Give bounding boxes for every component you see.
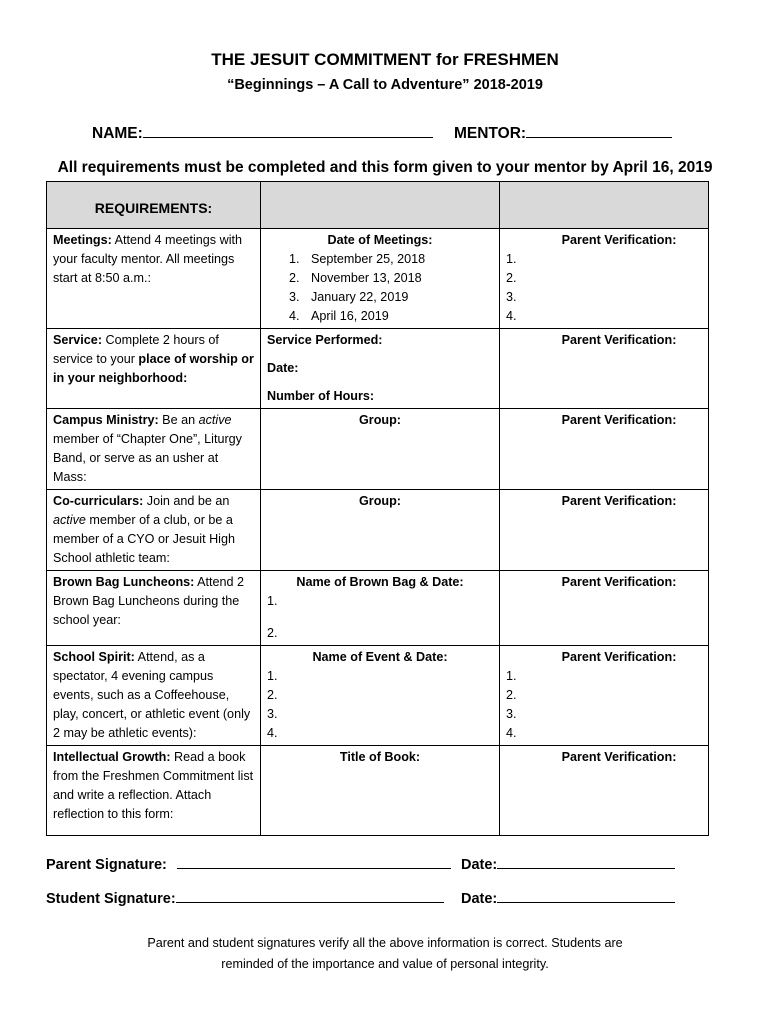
table-row-meetings — [47, 229, 709, 329]
footer-line-2: reminded of the importance and value of personal integrity. — [221, 957, 549, 971]
verification-number: 4. — [506, 726, 517, 740]
brownbag-title: Brown Bag Luncheons: — [53, 575, 195, 589]
cocurricular-verification-cell[interactable] — [500, 490, 709, 571]
intellectual-requirement: Intellectual Growth: Read a book from the Freshmen Commitment list and write a reflection. Attach reflection to this form: — [47, 746, 261, 836]
campus-ministry-requirement: Campus Ministry: Be an active member of “Chapter One”, Liturgy Band, or serve as an usher at Mass: — [47, 409, 261, 490]
verification-number: 3. — [506, 290, 517, 304]
list-item: 4. — [267, 726, 278, 740]
campus-title: Campus Ministry: — [53, 413, 159, 427]
verification-number: 3. — [506, 707, 517, 721]
service-requirement — [47, 329, 261, 409]
student-signature-line[interactable] — [176, 887, 444, 903]
service-performed-label: Service Performed: — [267, 333, 383, 347]
meetings-verification-numbers — [506, 250, 702, 326]
table-row-intellectual-growth — [47, 746, 709, 836]
student-date-line[interactable] — [497, 887, 675, 903]
parent-signature-field[interactable] — [46, 853, 451, 873]
list-item: 2. — [267, 626, 278, 640]
meetings-requirement — [47, 229, 261, 329]
mentor-label: MENTOR: — [454, 125, 527, 142]
parent-date-field[interactable] — [461, 853, 675, 873]
header-cell-blank-2 — [500, 182, 709, 229]
service-date-label: Date: — [267, 361, 299, 375]
header-cell-blank — [261, 182, 500, 229]
verification-number: 2. — [506, 271, 517, 285]
campus-verification-cell[interactable] — [500, 409, 709, 490]
list-item: 2. November 13, 2018 — [289, 271, 422, 285]
table-header-row — [47, 182, 709, 229]
table-row-brown-bag — [47, 571, 709, 646]
intellectual-title: Intellectual Growth: — [53, 750, 171, 764]
requirements-table — [46, 181, 709, 836]
verification-number: 1. — [506, 252, 517, 266]
list-item: 4. April 16, 2019 — [289, 309, 389, 323]
parent-signature-label: Parent Signature: — [46, 857, 167, 873]
list-item: 1. — [267, 594, 278, 608]
school-spirit-verification-cell[interactable] — [500, 646, 709, 746]
verification-number: 4. — [506, 309, 517, 323]
brown-bag-verification-cell[interactable] — [500, 571, 709, 646]
verification-number: 2. — [506, 688, 517, 702]
book-title-label: Title of Book: — [339, 750, 421, 764]
name-field[interactable] — [92, 122, 433, 143]
table-row-school-spirit — [47, 646, 709, 746]
name-label: NAME: — [92, 125, 143, 142]
page-title: THE JESUIT COMMITMENT for FRESHMEN — [211, 50, 559, 69]
list-item: 3. — [267, 707, 278, 721]
parent-verification-label: Parent Verification: — [561, 650, 677, 664]
parent-date-label: Date: — [461, 857, 498, 873]
cocurriculars-requirement: Co-curriculars: Join and be an active member of a club, or be a member of a CYO or Jesuit High School athletic team: — [47, 490, 261, 571]
parent-verification-label: Parent Verification: — [561, 233, 677, 247]
book-title-cell[interactable] — [261, 746, 500, 836]
list-item: 2. — [267, 688, 278, 702]
parent-verification-label: Parent Verification: — [561, 750, 677, 764]
name-line[interactable] — [143, 122, 433, 138]
list-item: 3. January 22, 2019 — [289, 290, 409, 304]
brown-bag-requirement: Brown Bag Luncheons: Attend 2 Brown Bag Luncheons during the school year: — [47, 571, 261, 646]
list-item: 1. — [267, 669, 278, 683]
student-date-field[interactable] — [461, 887, 675, 907]
table-row-campus-ministry — [47, 409, 709, 490]
student-signature-label: Student Signature: — [46, 891, 176, 907]
school-spirit-cell[interactable] — [261, 646, 500, 746]
cocurricular-title: Co-curriculars: — [53, 494, 144, 508]
service-text: Complete 2 hours of service to your — [53, 333, 219, 366]
meetings-text: Attend 4 meetings with your faculty mentor. All meetings start at 8:50 a.m.: — [53, 233, 242, 285]
brown-bag-cell[interactable] — [261, 571, 500, 646]
list-item: 1. September 25, 2018 — [289, 252, 426, 266]
intellectual-verification-cell[interactable] — [500, 746, 709, 836]
parent-verification-label: Parent Verification: — [561, 413, 677, 427]
campus-group-cell[interactable] — [261, 409, 500, 490]
campus-group-label: Group: — [359, 413, 401, 427]
mentor-field[interactable] — [454, 122, 672, 143]
mentor-line[interactable] — [526, 122, 672, 138]
spirit-label: Name of Event & Date: — [312, 650, 448, 664]
service-details-cell[interactable] — [261, 329, 500, 409]
spirit-title: School Spirit: — [53, 650, 135, 664]
student-signature-field[interactable] — [46, 887, 444, 907]
requirements-header: REQUIREMENTS: — [94, 200, 213, 216]
parent-date-line[interactable] — [497, 853, 675, 869]
meetings-dates-list — [267, 250, 493, 326]
student-date-label: Date: — [461, 891, 498, 907]
service-bold-text: place of worship or in your neighborhood: — [53, 352, 254, 385]
brownbag-label: Name of Brown Bag & Date: — [296, 575, 464, 589]
verification-number: 1. — [506, 669, 517, 683]
meetings-dates-title: Date of Meetings: — [327, 233, 433, 247]
table-row-service — [47, 329, 709, 409]
meetings-verification-cell[interactable] — [500, 229, 709, 329]
service-title: Service: — [53, 333, 103, 347]
cocurricular-group-label: Group: — [359, 494, 401, 508]
service-hours-label: Number of Hours: — [267, 389, 375, 403]
page-subtitle: “Beginnings – A Call to Adventure” 2018-2019 — [227, 77, 543, 93]
footer-note — [0, 933, 770, 975]
footer-line-1: Parent and student signatures verify all the above information is correct. Students are — [147, 936, 623, 950]
parent-verification-label: Parent Verification: — [561, 333, 677, 347]
school-spirit-requirement: School Spirit: Attend, as a spectator, 4 evening campus events, such as a Coffeehouse, play, concert, or athletic event (only 2 may be athletic events): — [47, 646, 261, 746]
meetings-title: Meetings: — [53, 233, 112, 247]
meetings-dates-cell[interactable] — [261, 229, 500, 329]
cocurricular-group-cell[interactable] — [261, 490, 500, 571]
parent-signature-line[interactable] — [177, 853, 451, 869]
deadline-notice: All requirements must be completed and this form given to your mentor by April 16, 2019 — [57, 159, 713, 176]
requirements-header-cell — [47, 182, 261, 229]
table-row-cocurriculars — [47, 490, 709, 571]
parent-verification-label: Parent Verification: — [561, 494, 677, 508]
parent-verification-label: Parent Verification: — [561, 575, 677, 589]
service-verification-cell[interactable] — [500, 329, 709, 409]
